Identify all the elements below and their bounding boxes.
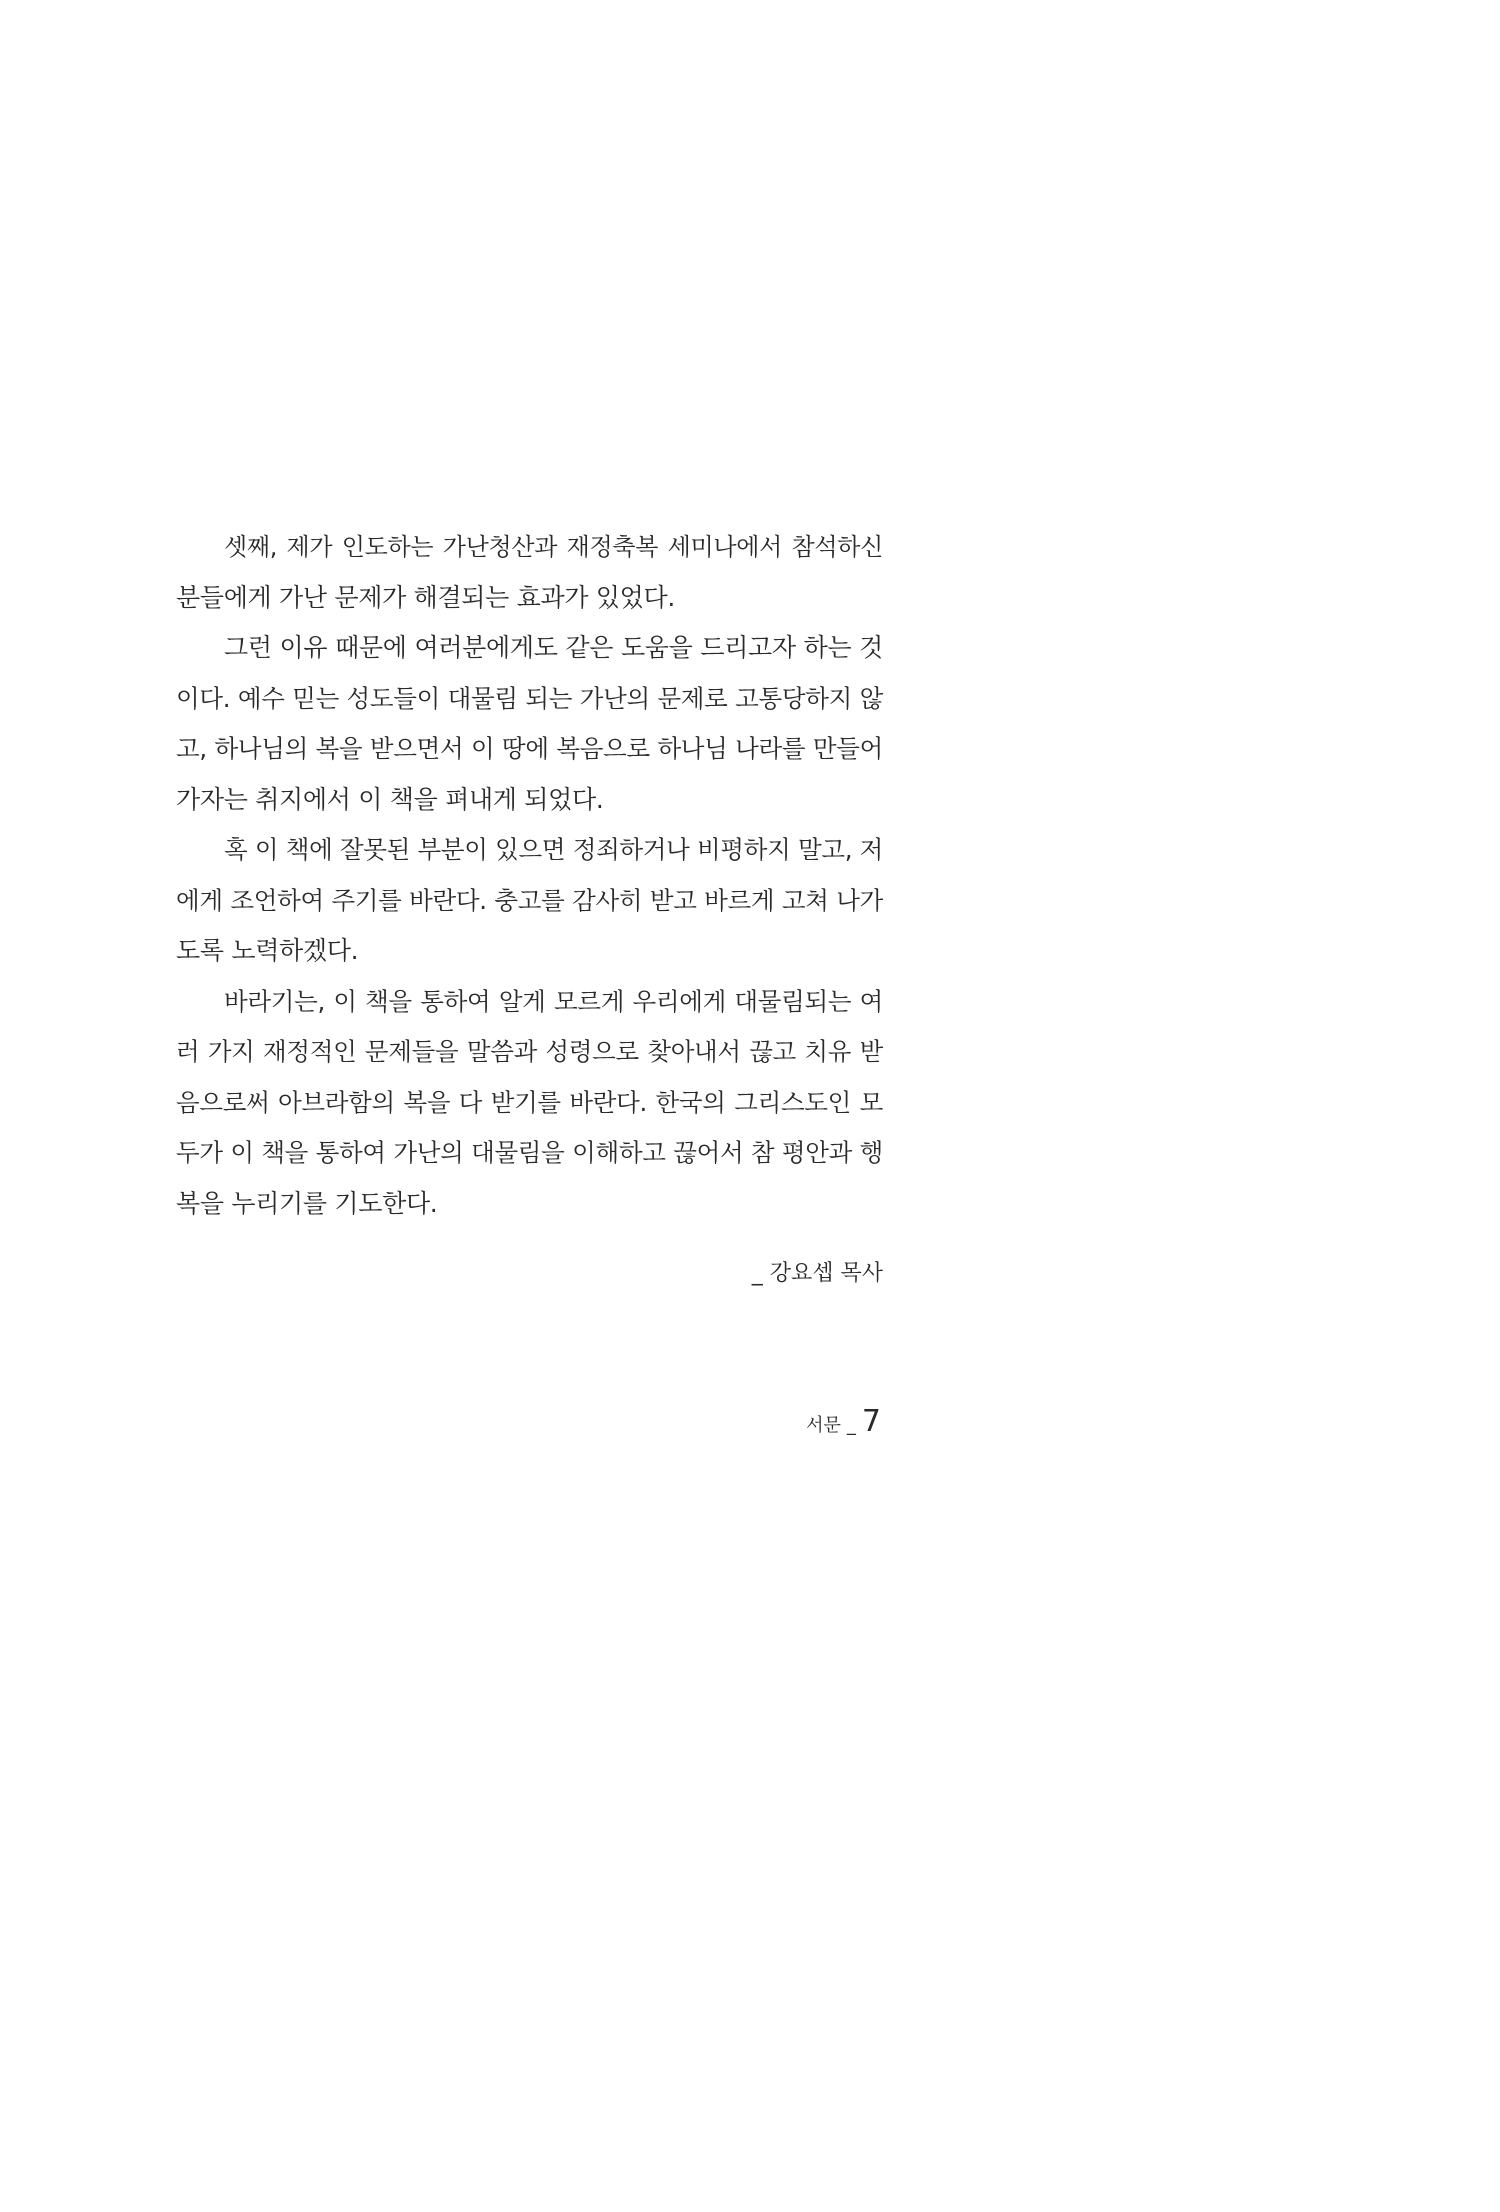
page-footer [806,1404,881,1439]
paragraph-line: 에게 조언하여 주기를 바란다. 충고를 감사히 받고 바르게 고쳐 나가 [176,885,883,915]
paragraph-line: 러 가지 재정적인 문제들을 말씀과 성령으로 찾아내서 끊고 치유 받 [176,1037,883,1066]
paragraph-line: 가자는 취지에서 이 책을 펴내게 되었다. [176,784,604,814]
author-signature: _ 강요셉 목사 [751,1261,883,1286]
book-page [0,0,1040,1536]
body-text [176,525,883,1232]
paragraph-line: 그런 이유 때문에 여러분에게도 같은 도움을 드리고자 하는 것 [224,633,883,662]
paragraph-line: 분들에게 가난 문제가 해결되는 효과가 있었다. [176,582,676,612]
footer-separator: _ [846,1415,856,1436]
paragraph-line: 복을 누리기를 기도한다. [176,1188,438,1218]
paragraph-line: 혹 이 책에 잘못된 부분이 있으면 정죄하거나 비평하지 말고, 저 [224,835,884,864]
section-title: 서문 [806,1415,841,1436]
paragraph-line: 음으로써 아브라함의 복을 다 받기를 바란다. 한국의 그리스도인 모 [176,1087,883,1117]
paragraph-line: 두가 이 책을 통하여 가난의 대물림을 이해하고 끊어서 참 평안과 행 [176,1138,883,1167]
paragraph-line: 셋째, 제가 인도하는 가난청산과 재정축복 세미나에서 참석하신 [224,533,883,561]
paragraph-line: 도록 노력하겠다. [176,936,359,965]
page-number: 7 [861,1404,881,1439]
paragraph-line: 이다. 예수 믿는 성도들이 대물림 되는 가난의 문제로 고통당하지 않 [176,683,883,713]
paragraph-line: 고, 하나님의 복을 받으면서 이 땅에 복음으로 하나님 나라를 만들어 [176,734,883,763]
paragraph-line: 바라기는, 이 책을 통하여 알게 모르게 우리에게 대물림되는 여 [224,986,883,1016]
